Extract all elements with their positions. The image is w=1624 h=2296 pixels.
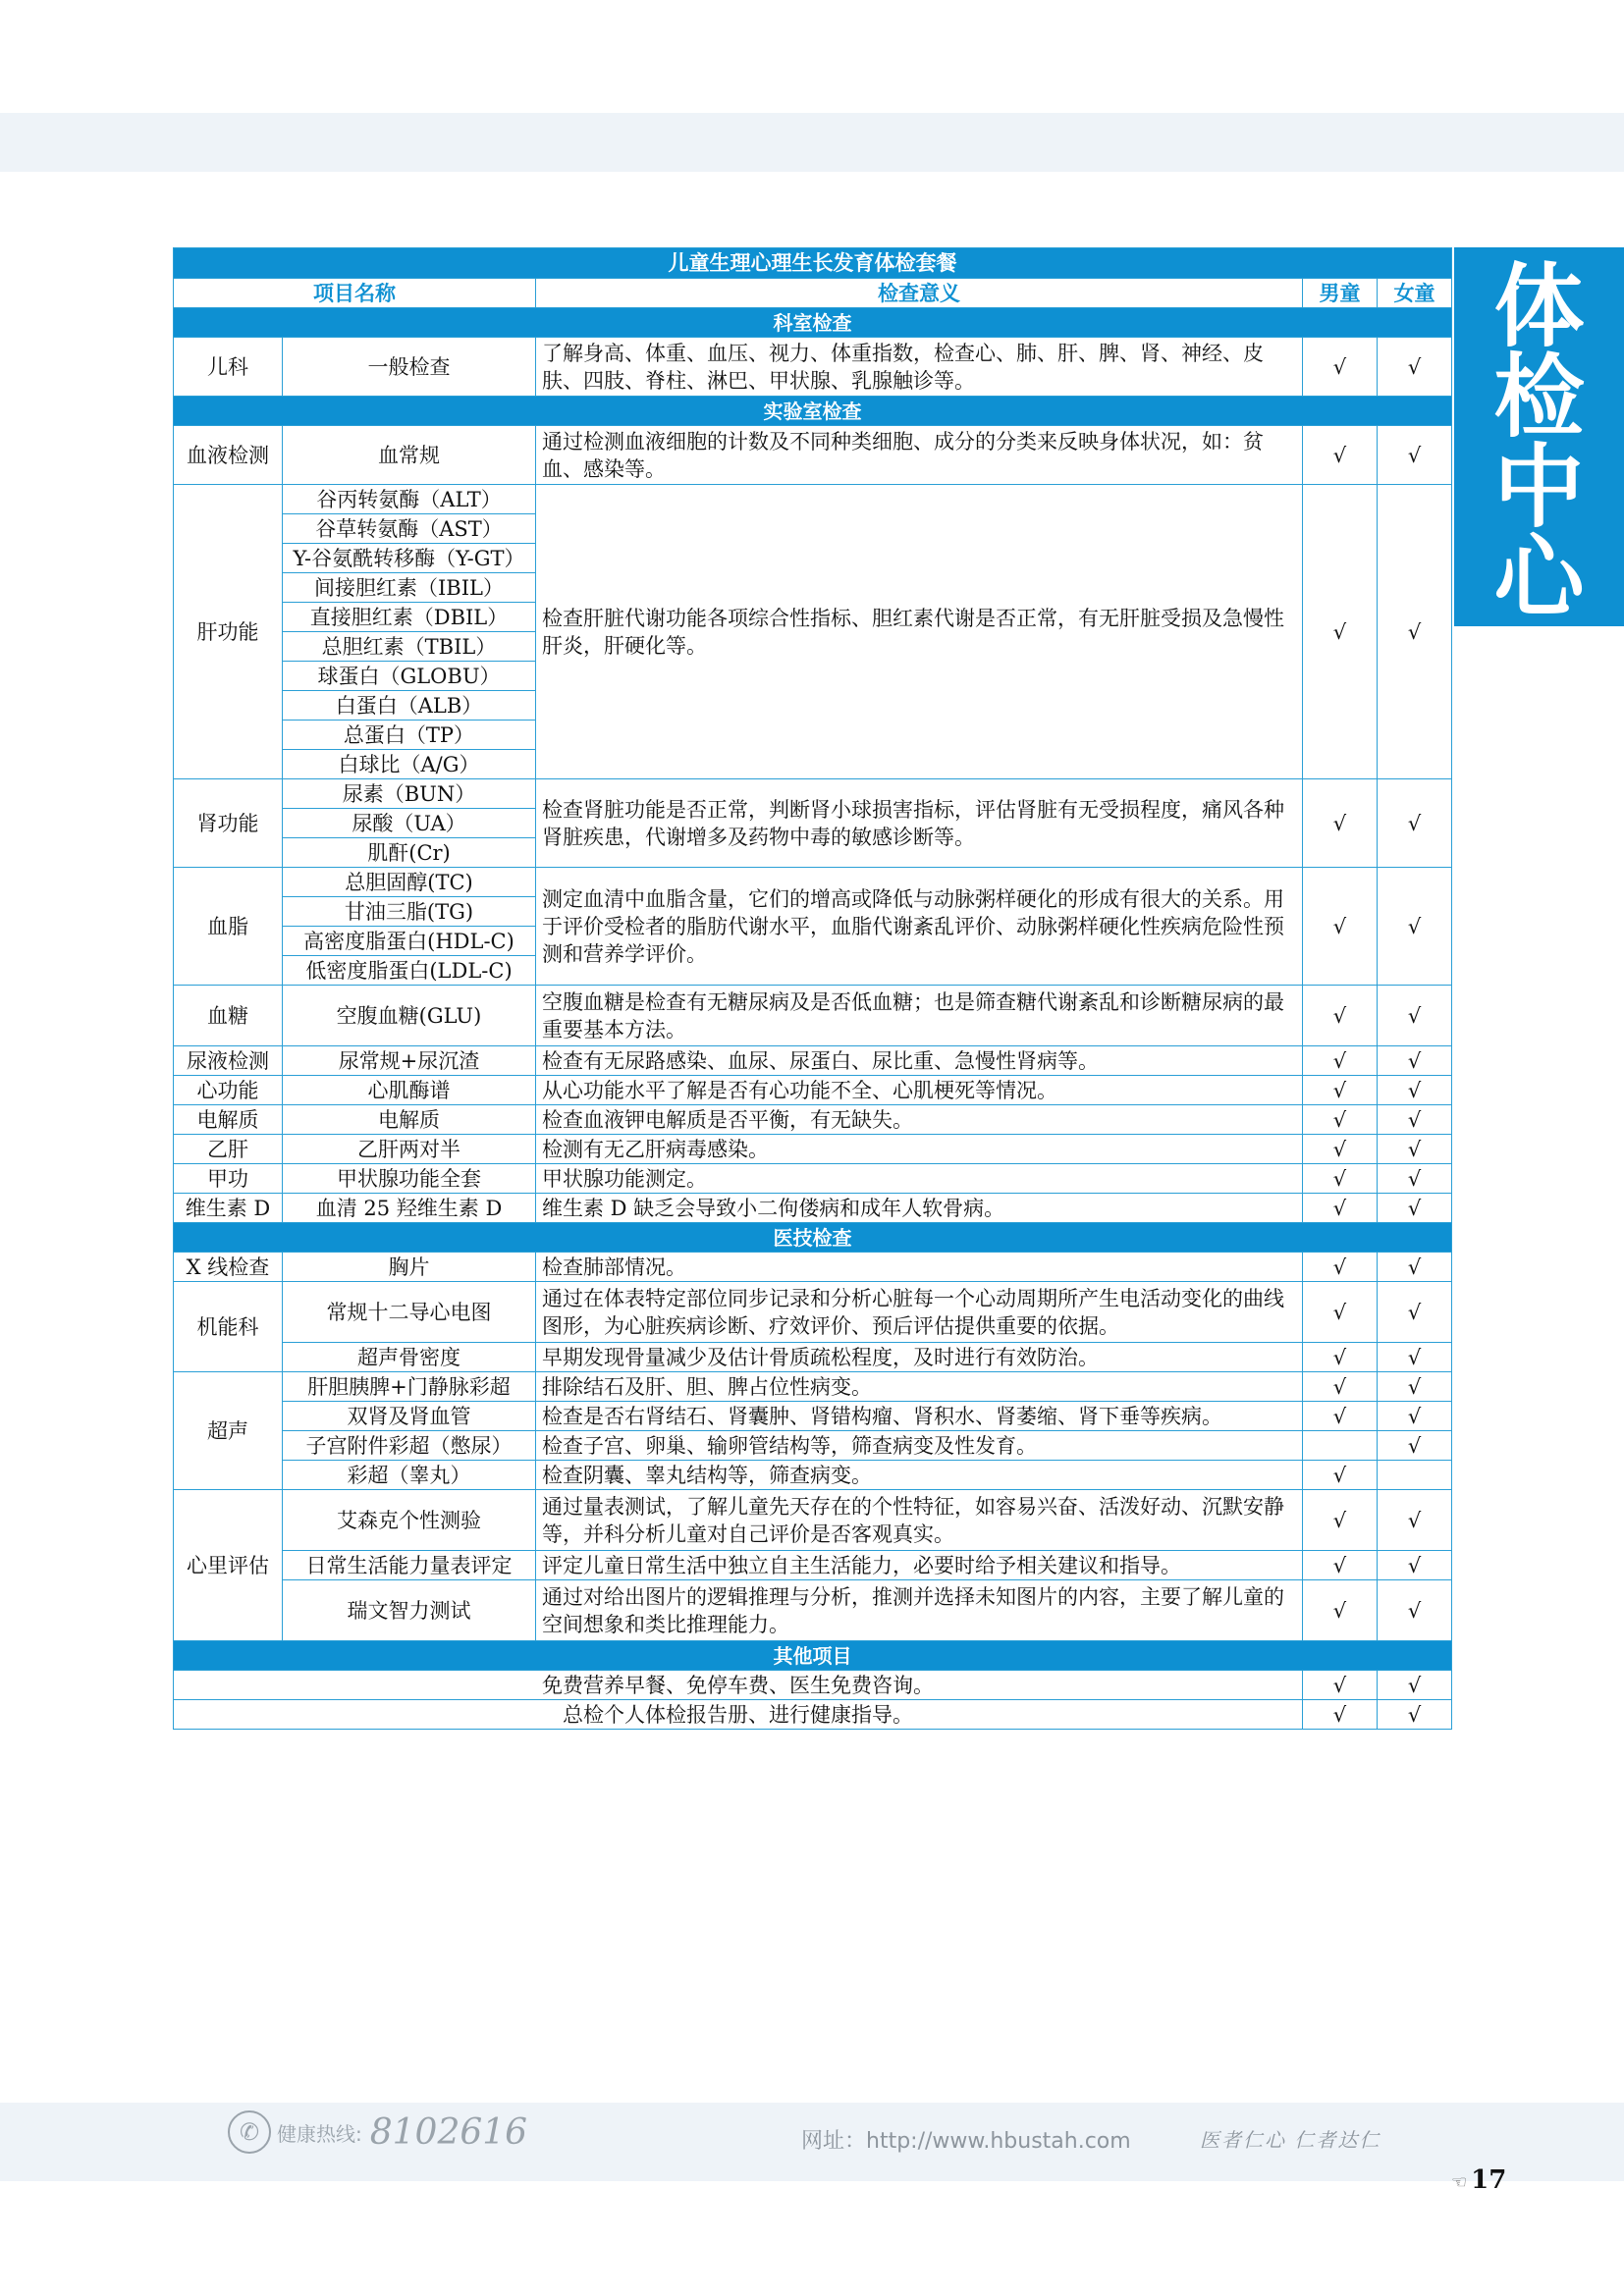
category-cell: 乙肝 xyxy=(174,1135,283,1164)
girl-check: √ xyxy=(1378,986,1452,1046)
meaning-cell: 检查肾脏功能是否正常，判断肾小球损害指标，评估肾脏有无受损程度，痛风各种肾脏疾患，代谢增多及药物中毒的敏感诊断等。 xyxy=(536,779,1303,868)
boy-check: √ xyxy=(1303,1282,1378,1343)
item-cell: 直接胆红素（DBIL） xyxy=(283,603,536,632)
item-cell: 艾森克个性测验 xyxy=(283,1490,536,1551)
girl-check: √ xyxy=(1378,1343,1452,1372)
hotline-number: 8102616 xyxy=(369,2111,528,2153)
meaning-cell: 检查有无尿路感染、血尿、尿蛋白、尿比重、急慢性肾病等。 xyxy=(536,1046,1303,1076)
boy-check: √ xyxy=(1303,426,1378,485)
pointing-hand-icon: ☜ xyxy=(1451,2172,1468,2193)
meaning-cell: 检查子宫、卵巢、输卵管结构等，筛查病变及性发育。 xyxy=(536,1431,1303,1461)
category-cell: 甲功 xyxy=(174,1164,283,1194)
boy-check: √ xyxy=(1303,1046,1378,1076)
header-meaning: 检查意义 xyxy=(536,279,1303,308)
item-cell: 总胆红素（TBIL） xyxy=(283,632,536,662)
meaning-cell: 了解身高、体重、血压、视力、体重指数，检查心、肺、肝、脾、肾、神经、皮肤、四肢、脊柱、淋巴、甲状腺、乳腺触诊等。 xyxy=(536,338,1303,397)
meaning-cell: 通过对给出图片的逻辑推理与分析，推测并选择未知图片的内容，主要了解儿童的空间想象和类比推理能力。 xyxy=(536,1580,1303,1641)
meaning-cell: 空腹血糖是检查有无糖尿病及是否低血糖；也是筛查糖代谢紊乱和诊断糖尿病的最重要基本方法。 xyxy=(536,986,1303,1046)
category-cell: 肝功能 xyxy=(174,485,283,779)
item-cell: 甘油三脂(TG) xyxy=(283,897,536,927)
page-number xyxy=(1451,2165,1506,2195)
boy-check: √ xyxy=(1303,1253,1378,1282)
meaning-cell: 通过在体表特定部位同步记录和分析心脏每一个心动周期所产生电活动变化的曲线图形，为心脏疾病诊断、疗效评价、预后评估提供重要的依据。 xyxy=(536,1282,1303,1343)
girl-check: √ xyxy=(1378,1135,1452,1164)
item-cell: 球蛋白（GLOBU） xyxy=(283,662,536,691)
other-item-cell: 总检个人体检报告册、进行健康指导。 xyxy=(174,1700,1303,1730)
category-cell: 超声 xyxy=(174,1372,283,1490)
girl-check: √ xyxy=(1378,1105,1452,1135)
hotline-label: 健康热线: xyxy=(277,2121,362,2146)
item-cell: 常规十二导心电图 xyxy=(283,1282,536,1343)
item-cell: 白球比（A/G） xyxy=(283,750,536,779)
item-cell: 谷草转氨酶（AST） xyxy=(283,514,536,544)
item-cell: 胸片 xyxy=(283,1253,536,1282)
side-tab-char: 体 xyxy=(1493,253,1585,359)
boy-check: √ xyxy=(1303,1490,1378,1551)
category-cell: 尿液检测 xyxy=(174,1046,283,1076)
meaning-cell: 维生素 D 缺乏会导致小二佝偻病和成年人软骨病。 xyxy=(536,1194,1303,1223)
website-url: 网址：http://www.hbustah.com xyxy=(801,2129,1131,2154)
item-cell: 超声骨密度 xyxy=(283,1343,536,1372)
meaning-cell: 通过量表测试，了解儿童先天存在的个性特征，如容易兴奋、活泼好动、沉默安静等，并科分析儿童对自己评价是否客观真实。 xyxy=(536,1490,1303,1551)
item-cell: 尿常规+尿沉渣 xyxy=(283,1046,536,1076)
girl-check: √ xyxy=(1378,426,1452,485)
boy-check: √ xyxy=(1303,1372,1378,1402)
item-cell: 肝胆胰脾+门静脉彩超 xyxy=(283,1372,536,1402)
section-title: 实验室检查 xyxy=(174,397,1452,426)
boy-check: √ xyxy=(1303,1551,1378,1580)
item-cell: 日常生活能力量表评定 xyxy=(283,1551,536,1580)
motto: 医者仁心 仁者达仁 xyxy=(1200,2128,1381,2152)
category-cell: 心功能 xyxy=(174,1076,283,1105)
meaning-cell: 排除结石及肝、胆、脾占位性病变。 xyxy=(536,1372,1303,1402)
boy-check: √ xyxy=(1303,986,1378,1046)
hotline xyxy=(228,2110,527,2154)
side-tab-char: 中 xyxy=(1493,434,1585,540)
meaning-cell: 检测有无乙肝病毒感染。 xyxy=(536,1135,1303,1164)
item-cell: 血常规 xyxy=(283,426,536,485)
girl-check: √ xyxy=(1378,1490,1452,1551)
meaning-cell: 检查肝脏代谢功能各项综合性指标、胆红素代谢是否正常，有无肝脏受损及急慢性肝炎，肝硬化等。 xyxy=(536,485,1303,779)
boy-check: √ xyxy=(1303,1700,1378,1730)
category-cell: 心里评估 xyxy=(174,1490,283,1641)
header-girl: 女童 xyxy=(1378,279,1452,308)
boy-check: √ xyxy=(1303,868,1378,986)
category-cell: 血液检测 xyxy=(174,426,283,485)
girl-check: √ xyxy=(1378,1253,1452,1282)
side-tab-char: 心 xyxy=(1493,524,1585,630)
girl-check: √ xyxy=(1378,1551,1452,1580)
item-cell: 白蛋白（ALB） xyxy=(283,691,536,721)
meaning-cell: 通过检测血液细胞的计数及不同种类细胞、成分的分类来反映身体状况，如：贫血、感染等。 xyxy=(536,426,1303,485)
section-title: 科室检查 xyxy=(174,308,1452,338)
girl-check: √ xyxy=(1378,1282,1452,1343)
meaning-cell: 检查阴囊、睾丸结构等，筛查病变。 xyxy=(536,1461,1303,1490)
boy-check: √ xyxy=(1303,1194,1378,1223)
category-cell: 肾功能 xyxy=(174,779,283,868)
category-cell: 机能科 xyxy=(174,1282,283,1372)
item-cell: 彩超（睾丸） xyxy=(283,1461,536,1490)
side-section-tab xyxy=(1454,247,1624,630)
category-cell: 维生素 D xyxy=(174,1194,283,1223)
boy-check: √ xyxy=(1303,1343,1378,1372)
boy-check: √ xyxy=(1303,1402,1378,1431)
girl-check: √ xyxy=(1378,1580,1452,1641)
item-cell: 乙肝两对半 xyxy=(283,1135,536,1164)
girl-check: √ xyxy=(1378,1700,1452,1730)
girl-check-empty xyxy=(1378,1461,1452,1490)
item-cell: 间接胆红素（IBIL） xyxy=(283,573,536,603)
category-cell: 血脂 xyxy=(174,868,283,986)
item-cell: 瑞文智力测试 xyxy=(283,1580,536,1641)
item-cell: 一般检查 xyxy=(283,338,536,397)
meaning-cell: 甲状腺功能测定。 xyxy=(536,1164,1303,1194)
meaning-cell: 早期发现骨量减少及估计骨质疏松程度，及时进行有效防治。 xyxy=(536,1343,1303,1372)
item-cell: 高密度脂蛋白(HDL-C) xyxy=(283,927,536,956)
girl-check: √ xyxy=(1378,868,1452,986)
meaning-cell: 从心功能水平了解是否有心功能不全、心肌梗死等情况。 xyxy=(536,1076,1303,1105)
item-cell: 尿酸（UA） xyxy=(283,809,536,838)
section-title: 其他项目 xyxy=(174,1641,1452,1671)
item-cell: Y-谷氨酰转移酶（Y-GT） xyxy=(283,544,536,573)
girl-check: √ xyxy=(1378,338,1452,397)
boy-check: √ xyxy=(1303,1135,1378,1164)
girl-check: √ xyxy=(1378,1046,1452,1076)
girl-check: √ xyxy=(1378,1671,1452,1700)
girl-check: √ xyxy=(1378,1431,1452,1461)
boy-check: √ xyxy=(1303,485,1378,779)
table-title: 儿童生理心理生长发育体检套餐 xyxy=(174,248,1452,279)
boy-check: √ xyxy=(1303,1671,1378,1700)
girl-check: √ xyxy=(1378,485,1452,779)
boy-check: √ xyxy=(1303,1076,1378,1105)
girl-check: √ xyxy=(1378,1164,1452,1194)
item-cell: 双肾及肾血管 xyxy=(283,1402,536,1431)
section-title: 医技检查 xyxy=(174,1223,1452,1253)
category-cell: 儿科 xyxy=(174,338,283,397)
item-cell: 肌酐(Cr) xyxy=(283,838,536,868)
item-cell: 总胆固醇(TC) xyxy=(283,868,536,897)
meaning-cell: 检查血液钾电解质是否平衡，有无缺失。 xyxy=(536,1105,1303,1135)
category-cell: 血糖 xyxy=(174,986,283,1046)
item-cell: 低密度脂蛋白(LDL-C) xyxy=(283,956,536,986)
header-band xyxy=(0,113,1624,172)
boy-check: √ xyxy=(1303,1580,1378,1641)
item-cell: 空腹血糖(GLU) xyxy=(283,986,536,1046)
girl-check: √ xyxy=(1378,1402,1452,1431)
item-cell: 电解质 xyxy=(283,1105,536,1135)
boy-check-empty xyxy=(1303,1431,1378,1461)
item-cell: 子宫附件彩超（憋尿） xyxy=(283,1431,536,1461)
page-number-value: 17 xyxy=(1471,2165,1507,2195)
boy-check: √ xyxy=(1303,779,1378,868)
girl-check: √ xyxy=(1378,1076,1452,1105)
item-cell: 谷丙转氨酶（ALT） xyxy=(283,485,536,514)
checkup-package-table xyxy=(173,247,1452,1730)
other-item-cell: 免费营养早餐、免停车费、医生免费咨询。 xyxy=(174,1671,1303,1700)
category-cell: X 线检查 xyxy=(174,1253,283,1282)
category-cell: 电解质 xyxy=(174,1105,283,1135)
meaning-cell: 检查是否右肾结石、肾囊肿、肾错构瘤、肾积水、肾萎缩、肾下垂等疾病。 xyxy=(536,1402,1303,1431)
girl-check: √ xyxy=(1378,1194,1452,1223)
boy-check: √ xyxy=(1303,1105,1378,1135)
header-boy: 男童 xyxy=(1303,279,1378,308)
item-cell: 心肌酶谱 xyxy=(283,1076,536,1105)
meaning-cell: 评定儿童日常生活中独立自主生活能力，必要时给予相关建议和指导。 xyxy=(536,1551,1303,1580)
boy-check: √ xyxy=(1303,1164,1378,1194)
item-cell: 尿素（BUN） xyxy=(283,779,536,809)
item-cell: 血清 25 羟维生素 D xyxy=(283,1194,536,1223)
boy-check: √ xyxy=(1303,338,1378,397)
meaning-cell: 检查肺部情况。 xyxy=(536,1253,1303,1282)
boy-check: √ xyxy=(1303,1461,1378,1490)
item-cell: 总蛋白（TP） xyxy=(283,721,536,750)
side-tab-char: 检 xyxy=(1493,344,1585,450)
phone-icon: ✆ xyxy=(228,2110,271,2154)
item-cell: 甲状腺功能全套 xyxy=(283,1164,536,1194)
girl-check: √ xyxy=(1378,1372,1452,1402)
meaning-cell: 测定血清中血脂含量，它们的增高或降低与动脉粥样硬化的形成有很大的关系。用于评价受检者的脂肪代谢水平，血脂代谢紊乱评价、动脉粥样硬化性疾病危险性预测和营养学评价。 xyxy=(536,868,1303,986)
girl-check: √ xyxy=(1378,779,1452,868)
header-item-name: 项目名称 xyxy=(174,279,536,308)
